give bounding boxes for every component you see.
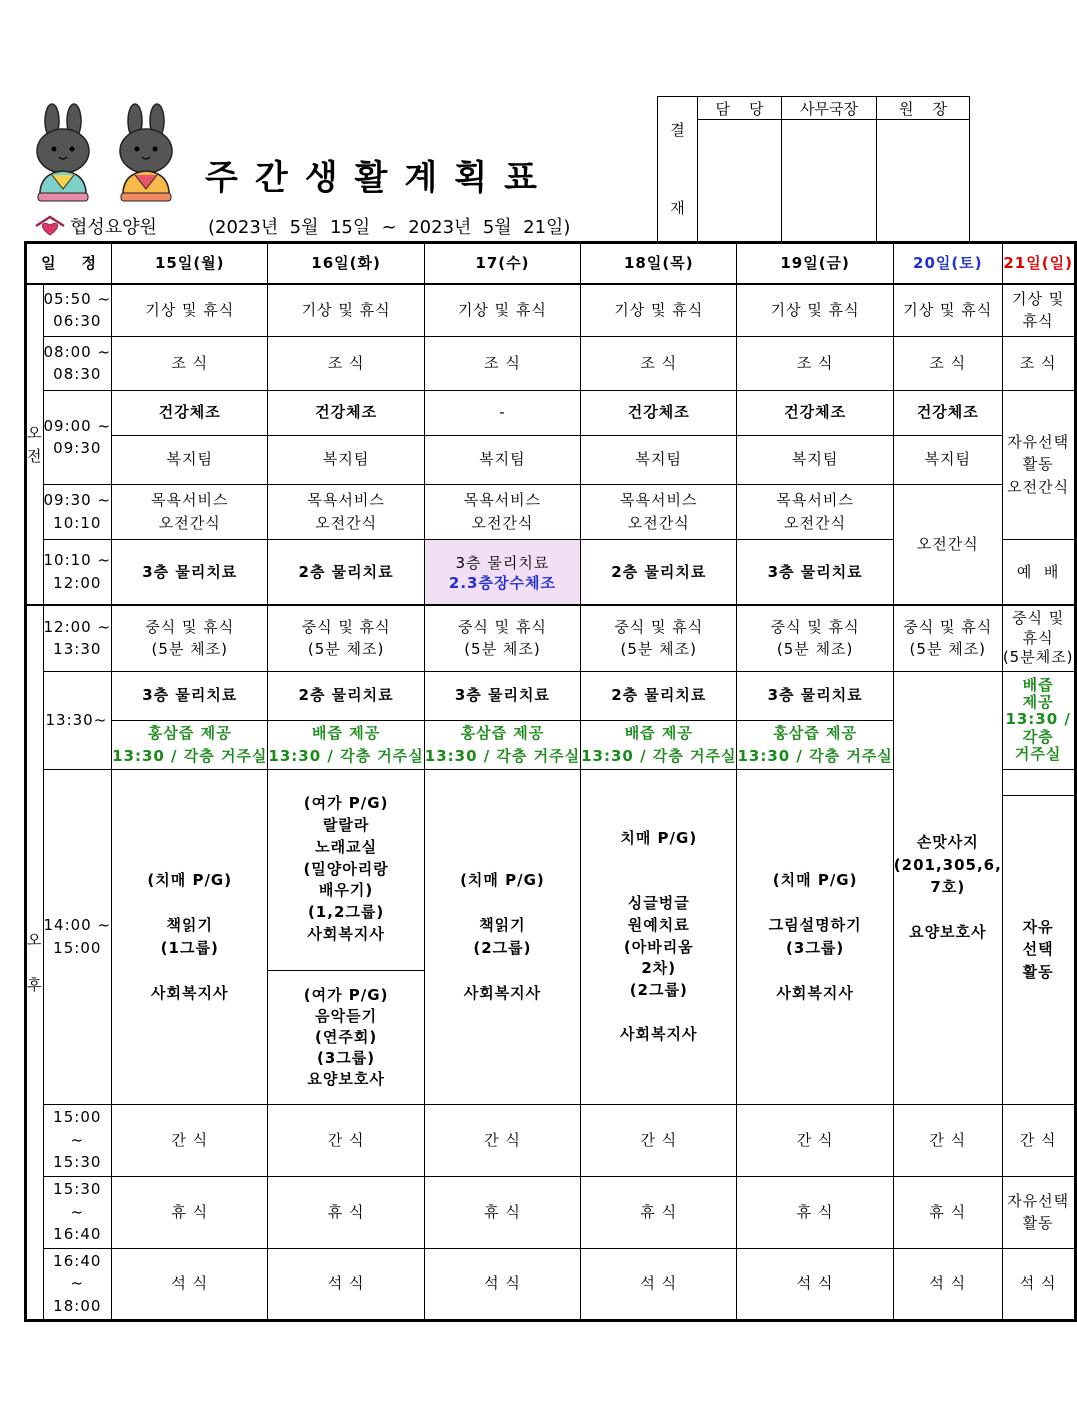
activity-cell: 2층 물리치료 bbox=[581, 671, 737, 720]
approval-label: 결 재 bbox=[658, 97, 698, 242]
activity-cell: 석 식 bbox=[1002, 1248, 1075, 1320]
time-cell: 05:50 ~ 06:30 bbox=[43, 284, 112, 336]
activity-cell: 석 식 bbox=[581, 1248, 737, 1320]
time-cell: 08:00 ~ 08:30 bbox=[43, 336, 112, 390]
activity-cell: 손맛사지 (201,305,6, 7호) 요양보호사 bbox=[893, 671, 1002, 1104]
page-title: 주간생활계획표 bbox=[205, 158, 554, 198]
activity-cell: 간 식 bbox=[893, 1104, 1002, 1176]
schedule-row bbox=[26, 1104, 1076, 1176]
time-cell: 10:10 ~ 12:00 bbox=[43, 539, 112, 605]
activity-cell: 자유선택 활동 bbox=[1002, 1176, 1075, 1248]
activity-cell: 자유 선택 활동 bbox=[1002, 795, 1075, 1104]
activity-cell: 간 식 bbox=[1002, 1104, 1075, 1176]
activity-cell: 휴 식 bbox=[737, 1176, 893, 1248]
activity-cell: 2층 물리치료 bbox=[581, 539, 737, 605]
activity-cell: 중식 및 휴식 (5분체조) bbox=[1002, 605, 1075, 671]
activity-cell: - bbox=[424, 390, 580, 435]
schedule-row bbox=[26, 484, 1076, 539]
schedule-row bbox=[26, 671, 1076, 720]
activity-cell: 조 식 bbox=[268, 336, 424, 390]
activity-cell: 휴 식 bbox=[424, 1176, 580, 1248]
activity-cell: 간 식 bbox=[424, 1104, 580, 1176]
approval-role: 원 장 bbox=[877, 97, 970, 120]
activity-cell: 조 식 bbox=[581, 336, 737, 390]
corner-cell: 일 정 bbox=[26, 243, 112, 285]
activity-cell: 목욕서비스 오전간식 bbox=[112, 484, 268, 539]
schedule-row bbox=[26, 605, 1076, 671]
weekly-schedule-table bbox=[24, 241, 1077, 1322]
activity-cell: 조 식 bbox=[424, 336, 580, 390]
bunny-mascot-icon bbox=[30, 103, 96, 203]
activity-cell: 건강체조 bbox=[581, 390, 737, 435]
activity-cell: 기상 및 휴식 bbox=[112, 284, 268, 336]
header-row bbox=[26, 243, 1076, 285]
activity-cell: 복지팀 bbox=[424, 435, 580, 484]
time-cell: 09:30 ~ 10:10 bbox=[43, 484, 112, 539]
activity-cell: 건강체조 bbox=[893, 390, 1002, 435]
activity-cell: 복지팀 bbox=[268, 435, 424, 484]
activity-cell: 기상 및 휴식 bbox=[581, 284, 737, 336]
activity-cell: 목욕서비스 오전간식 bbox=[268, 484, 424, 539]
spacer-cell bbox=[1002, 769, 1075, 795]
day-header-sunday: 21일(일) bbox=[1002, 243, 1075, 285]
activity-cell: 자유선택 활동 오전간식 bbox=[1002, 390, 1075, 539]
activity-cell: 목욕서비스 오전간식 bbox=[424, 484, 580, 539]
time-cell: 09:00 ~ 09:30 bbox=[43, 390, 112, 484]
schedule-row bbox=[26, 1176, 1076, 1248]
activity-cell: 목욕서비스 오전간식 bbox=[737, 484, 893, 539]
activity-cell: 간 식 bbox=[112, 1104, 268, 1176]
activity-cell: 중식 및 휴식 (5분 체조) bbox=[893, 605, 1002, 671]
organization bbox=[34, 213, 157, 239]
activity-cell: 2층 물리치료 bbox=[268, 671, 424, 720]
juice-cell: 배즙 제공 13:30 / 각층 거주실 bbox=[268, 720, 424, 769]
juice-cell: 홍삼즙 제공 13:30 / 각층 거주실 bbox=[424, 720, 580, 769]
activity-cell: 3층 물리치료 bbox=[737, 671, 893, 720]
activity-cell: 조 식 bbox=[893, 336, 1002, 390]
juice-cell: 홍삼즙 제공 13:30 / 각층 거주실 bbox=[737, 720, 893, 769]
signature-box[interactable] bbox=[698, 120, 782, 242]
activity-cell: 기상 및 휴식 bbox=[1002, 284, 1075, 336]
activity-cell: 기상 및 휴식 bbox=[268, 284, 424, 336]
time-cell: 12:00 ~ 13:30 bbox=[43, 605, 112, 671]
day-header: 19일(금) bbox=[737, 243, 893, 285]
program-cell: (여가 P/G) 랄랄라 노래교실 (밀양아리랑 배우기) (1,2그룹) 사회복지사 bbox=[268, 769, 424, 970]
activity-cell: 휴 식 bbox=[112, 1176, 268, 1248]
activity-cell: 건강체조 bbox=[112, 390, 268, 435]
activity-cell: 중식 및 휴식 (5분 체조) bbox=[268, 605, 424, 671]
activity-cell: 석 식 bbox=[112, 1248, 268, 1320]
activity-cell: 예 배 bbox=[1002, 539, 1075, 605]
activity-cell: 3층 물리치료 bbox=[737, 539, 893, 605]
activity-cell: 복지팀 bbox=[112, 435, 268, 484]
day-header: 16일(화) bbox=[268, 243, 424, 285]
organization-name: 협성요양원 bbox=[70, 217, 157, 238]
time-cell: 15:30 ~ 16:40 bbox=[43, 1176, 112, 1248]
day-header: 18일(목) bbox=[581, 243, 737, 285]
physio-label: 3층 물리치료 bbox=[455, 553, 550, 572]
approval-role: 담 당 bbox=[698, 97, 782, 120]
schedule-row bbox=[26, 336, 1076, 390]
time-cell: 14:00 ~ 15:00 bbox=[43, 769, 112, 1104]
day-header: 17(수) bbox=[424, 243, 580, 285]
activity-cell: 복지팀 bbox=[581, 435, 737, 484]
juice-cell: 배즙 제공 13:30 / 각층 거주실 bbox=[581, 720, 737, 769]
am-label: 오 전 bbox=[26, 284, 44, 605]
approval-role: 사무국장 bbox=[782, 97, 877, 120]
activity-cell: 중식 및 휴식 (5분 체조) bbox=[581, 605, 737, 671]
activity-cell: 중식 및 휴식 (5분 체조) bbox=[424, 605, 580, 671]
activity-cell: 휴 식 bbox=[268, 1176, 424, 1248]
signature-box[interactable] bbox=[782, 120, 877, 242]
activity-cell: 복지팀 bbox=[737, 435, 893, 484]
activity-cell: 간 식 bbox=[268, 1104, 424, 1176]
activity-cell: 건강체조 bbox=[268, 390, 424, 435]
activity-cell: 조 식 bbox=[737, 336, 893, 390]
activity-cell-highlight bbox=[424, 539, 580, 605]
activity-cell: 기상 및 휴식 bbox=[893, 284, 1002, 336]
activity-cell: 석 식 bbox=[737, 1248, 893, 1320]
activity-cell: 기상 및 휴식 bbox=[424, 284, 580, 336]
schedule-row bbox=[26, 284, 1076, 336]
activity-cell: 3층 물리치료 bbox=[112, 671, 268, 720]
bunny-mascot-icon bbox=[113, 103, 179, 203]
program-cell: (여가 P/G) 음악듣기 (연주회) (3그룹) 요양보호사 bbox=[268, 970, 424, 1104]
program-cell: (치매 P/G) 책읽기 (1그룹) 사회복지사 bbox=[112, 769, 268, 1104]
activity-cell: 기상 및 휴식 bbox=[737, 284, 893, 336]
activity-cell: 건강체조 bbox=[737, 390, 893, 435]
time-cell: 15:00 ~ 15:30 bbox=[43, 1104, 112, 1176]
activity-cell: 복지팀 bbox=[893, 435, 1002, 484]
activity-cell: 오전간식 bbox=[893, 484, 1002, 605]
activity-cell: 간 식 bbox=[737, 1104, 893, 1176]
house-heart-logo-icon bbox=[34, 215, 66, 237]
activity-cell: 간 식 bbox=[581, 1104, 737, 1176]
activity-cell: 조 식 bbox=[1002, 336, 1075, 390]
activity-cell: 조 식 bbox=[112, 336, 268, 390]
longevity-exercise-label: 2.3층장수체조 bbox=[448, 574, 556, 592]
activity-cell: 3층 물리치료 bbox=[424, 671, 580, 720]
activity-cell: 목욕서비스 오전간식 bbox=[581, 484, 737, 539]
schedule-row bbox=[26, 435, 1076, 484]
header bbox=[0, 0, 992, 245]
activity-cell: 중식 및 휴식 (5분 체조) bbox=[737, 605, 893, 671]
schedule-row bbox=[26, 390, 1076, 435]
day-header-saturday: 20일(토) bbox=[893, 243, 1002, 285]
activity-cell: 석 식 bbox=[424, 1248, 580, 1320]
activity-cell: 배즙 제공 13:30 / 각층 거주실 bbox=[1002, 671, 1075, 769]
schedule-row bbox=[26, 1248, 1076, 1320]
day-header: 15일(월) bbox=[112, 243, 268, 285]
approval-box bbox=[657, 96, 970, 242]
program-cell: (치매 P/G) 책읽기 (2그룹) 사회복지사 bbox=[424, 769, 580, 1104]
activity-cell: 3층 물리치료 bbox=[112, 539, 268, 605]
juice-cell: 홍삼즙 제공 13:30 / 각층 거주실 bbox=[112, 720, 268, 769]
program-cell: (치매 P/G) 그림설명하기 (3그룹) 사회복지사 bbox=[737, 769, 893, 1104]
signature-box[interactable] bbox=[877, 120, 970, 242]
activity-cell: 석 식 bbox=[893, 1248, 1002, 1320]
program-cell: 치매 P/G) 싱글벙글 원예치료 (아바리움 2차) (2그룹) 사회복지사 bbox=[581, 769, 737, 1104]
schedule-period: (2023년 5월 15일 ~ 2023년 5월 21일) bbox=[208, 217, 571, 238]
pm-label: 오 후 bbox=[26, 605, 44, 1320]
activity-cell: 석 식 bbox=[268, 1248, 424, 1320]
time-cell: 16:40 ~ 18:00 bbox=[43, 1248, 112, 1320]
activity-cell: 휴 식 bbox=[893, 1176, 1002, 1248]
activity-cell: 휴 식 bbox=[581, 1176, 737, 1248]
activity-cell: 2층 물리치료 bbox=[268, 539, 424, 605]
activity-cell: 중식 및 휴식 (5분 체조) bbox=[112, 605, 268, 671]
time-cell: 13:30~ bbox=[43, 671, 112, 769]
